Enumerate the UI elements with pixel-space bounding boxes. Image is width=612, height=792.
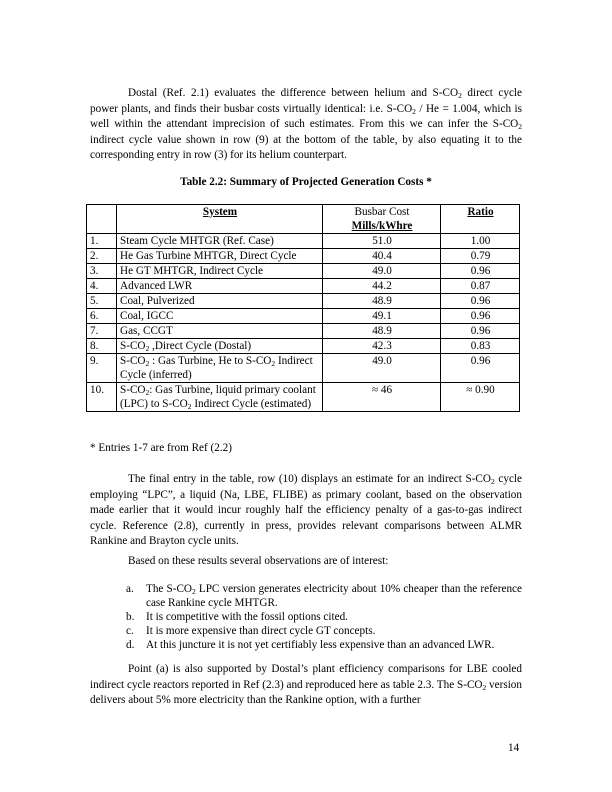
page-number: 14 <box>508 742 520 754</box>
row-system <box>117 234 323 249</box>
observation-marker: b. <box>126 611 135 623</box>
row-number: 4. <box>87 279 117 294</box>
row-number: 6. <box>87 309 117 324</box>
row-system-text: He Gas Turbine MHTGR, Direct Cycle <box>120 250 297 262</box>
row-number: 9. <box>87 354 117 383</box>
intro-paragraph-text: indirect cycle value shown in row (9) at the bottom of the table, by also equating it to the corresponding entry in row (3) for its helium counterpart. <box>90 133 522 161</box>
row-system <box>117 279 323 294</box>
observation-text <box>146 624 522 638</box>
row-busbar-cost: 48.9 <box>323 294 441 309</box>
observation-text <box>146 582 522 610</box>
row-busbar-cost: 44.2 <box>323 279 441 294</box>
row-system-text: Steam Cycle MHTGR (Ref. Case) <box>120 235 274 247</box>
row-busbar-cost: 40.4 <box>323 249 441 264</box>
observation-text-text: It is competitive with the fossil options cited. <box>146 611 348 623</box>
table-row <box>87 294 520 309</box>
row-busbar-cost: 49.0 <box>323 264 441 279</box>
observation-item <box>126 624 522 638</box>
row-system-text: Indirect Cycle (inferred) <box>120 355 313 381</box>
intro-paragraph <box>90 86 522 164</box>
row-system-text: : Gas Turbine, He to S-CO <box>149 355 272 367</box>
table-row <box>87 279 520 294</box>
busbar-cost-header: Busbar Cost <box>354 206 410 218</box>
row-system-text: Gas, CCGT <box>120 325 173 337</box>
observations-intro: Based on these results several observations are of interest: <box>128 555 389 567</box>
table-row <box>87 354 520 383</box>
header-cost-cell <box>323 205 441 234</box>
header-num-cell <box>87 205 117 234</box>
system-column-header: System <box>202 206 238 218</box>
row-ratio: 0.96 <box>441 309 520 324</box>
observation-text-text: LPC version generates electricity about 10% cheaper than the reference case Rankine cycle MHTGR. <box>146 583 522 609</box>
intro-paragraph-subscript: 2 <box>518 122 522 131</box>
intro-paragraph-subscript: 2 <box>458 91 462 100</box>
row-ratio: 0.96 <box>441 324 520 339</box>
row-ratio: ≈ 0.90 <box>441 383 520 412</box>
row-system-text: S-CO <box>120 384 146 396</box>
observation-text <box>146 638 522 652</box>
observation-text-text: At this juncture it is not yet certifiably less expensive than an advanced LWR. <box>146 639 495 651</box>
final-entry-paragraph-subscript: 2 <box>490 477 495 486</box>
row-number: 3. <box>87 264 117 279</box>
observation-marker: d. <box>126 639 135 651</box>
row-number: 8. <box>87 339 117 354</box>
row-system-subscript: 2 <box>145 344 150 353</box>
row-ratio: 0.96 <box>441 354 520 383</box>
final-entry-paragraph <box>90 472 522 550</box>
row-busbar-cost: 49.1 <box>323 309 441 324</box>
point-a-paragraph-text: Point (a) is also supported by Dostal’s plant efficiency comparisons for LBE cooled indirect cycle reactors reported in Ref (2.3) and reproduced here as table 2.3. The S-CO <box>90 663 522 691</box>
observation-text <box>146 610 522 624</box>
row-system-text: S-CO <box>120 355 146 367</box>
row-system <box>117 264 323 279</box>
row-system-text: : Gas Turbine, liquid primary coolant (LPC) to S-CO <box>120 384 316 410</box>
observation-item <box>126 610 522 624</box>
table-footnote: * Entries 1-7 are from Ref (2.2) <box>90 442 232 454</box>
row-system-text: Coal, IGCC <box>120 310 174 322</box>
table-row <box>87 249 520 264</box>
row-system-subscript: 2 <box>271 359 276 368</box>
row-busbar-cost: 48.9 <box>323 324 441 339</box>
table-row <box>87 234 520 249</box>
table-row <box>87 309 520 324</box>
observation-item <box>126 582 522 610</box>
table-row <box>87 383 520 412</box>
row-system-text: S-CO <box>120 340 146 352</box>
point-a-paragraph-subscript: 2 <box>482 682 487 692</box>
header-system-cell <box>117 205 323 234</box>
row-ratio: 0.96 <box>441 294 520 309</box>
row-system <box>117 354 323 383</box>
row-system-subscript: 2 <box>187 402 192 411</box>
row-ratio: 0.96 <box>441 264 520 279</box>
row-system <box>117 309 323 324</box>
row-system-subscript: 2 <box>145 359 150 368</box>
intro-paragraph-text: Dostal (Ref. 2.1) evaluates the difference between helium and S-CO <box>128 87 459 99</box>
row-number: 5. <box>87 294 117 309</box>
generation-costs-table <box>86 204 520 412</box>
row-system <box>117 339 323 354</box>
row-number: 1. <box>87 234 117 249</box>
table-header-row <box>87 205 520 234</box>
observation-text-text: It is more expensive than direct cycle GT concepts. <box>146 625 376 637</box>
table-caption: Table 2.2: Summary of Projected Generation Costs * <box>180 176 432 188</box>
observation-text-subscript: 2 <box>192 587 196 596</box>
row-number: 7. <box>87 324 117 339</box>
point-a-paragraph-text: version delivers about 5% more electricity than the Rankine option, with a further <box>90 678 522 706</box>
observation-text-text: The S-CO <box>146 583 192 595</box>
observation-marker: c. <box>126 625 134 637</box>
point-a-paragraph <box>90 662 522 709</box>
final-entry-paragraph-text: The final entry in the table, row (10) displays an estimate for an indirect S-CO <box>128 473 491 485</box>
observation-marker: a. <box>126 583 134 595</box>
mills-column-header: Mills/kWhre <box>351 220 413 232</box>
table-row <box>87 324 520 339</box>
row-number: 10. <box>87 383 117 412</box>
row-busbar-cost: 51.0 <box>323 234 441 249</box>
row-ratio: 0.87 <box>441 279 520 294</box>
row-busbar-cost: ≈ 46 <box>323 383 441 412</box>
table-row <box>87 264 520 279</box>
observation-item <box>126 638 522 652</box>
row-busbar-cost: 42.3 <box>323 339 441 354</box>
row-ratio: 0.83 <box>441 339 520 354</box>
row-ratio: 1.00 <box>441 234 520 249</box>
final-entry-paragraph-text: cycle employing “LPC”, a liquid (Na, LBE, FLIBE) as primary coolant, based on the observation made earlier that it would incur roughly half the efficiency penalty of a gas-to-gas indirect cycle. Reference (2.8), currently in press, provides relevant comparisons between ALMR Rankine and Brayton cycle units. <box>90 473 522 547</box>
row-system-text: He GT MHTGR, Indirect Cycle <box>120 265 264 277</box>
ratio-column-header: Ratio <box>467 206 494 218</box>
row-system-text: ,Direct Cycle (Dostal) <box>149 340 252 352</box>
intro-paragraph-subscript: 2 <box>412 106 416 116</box>
row-system-text: Coal, Pulverized <box>120 295 195 307</box>
row-system <box>117 383 323 412</box>
row-system-text: Indirect Cycle (estimated) <box>191 398 312 410</box>
intro-paragraph-text: direct cycle power plants, and finds their busbar costs virtually identical: i.e. S-CO <box>90 87 523 115</box>
row-system-subscript: 2 <box>145 388 150 397</box>
row-busbar-cost: 49.0 <box>323 354 441 383</box>
row-system <box>117 324 323 339</box>
row-system <box>117 294 323 309</box>
row-number: 2. <box>87 249 117 264</box>
row-system <box>117 249 323 264</box>
intro-paragraph-text: / He = 1.004, which is well within the attendant imprecision of such estimates. From this we can infer the S-CO <box>90 102 522 130</box>
row-ratio: 0.79 <box>441 249 520 264</box>
row-system-text: Advanced LWR <box>120 280 193 292</box>
observations-list <box>126 582 522 652</box>
table-row <box>87 339 520 354</box>
header-ratio-cell <box>441 205 520 234</box>
